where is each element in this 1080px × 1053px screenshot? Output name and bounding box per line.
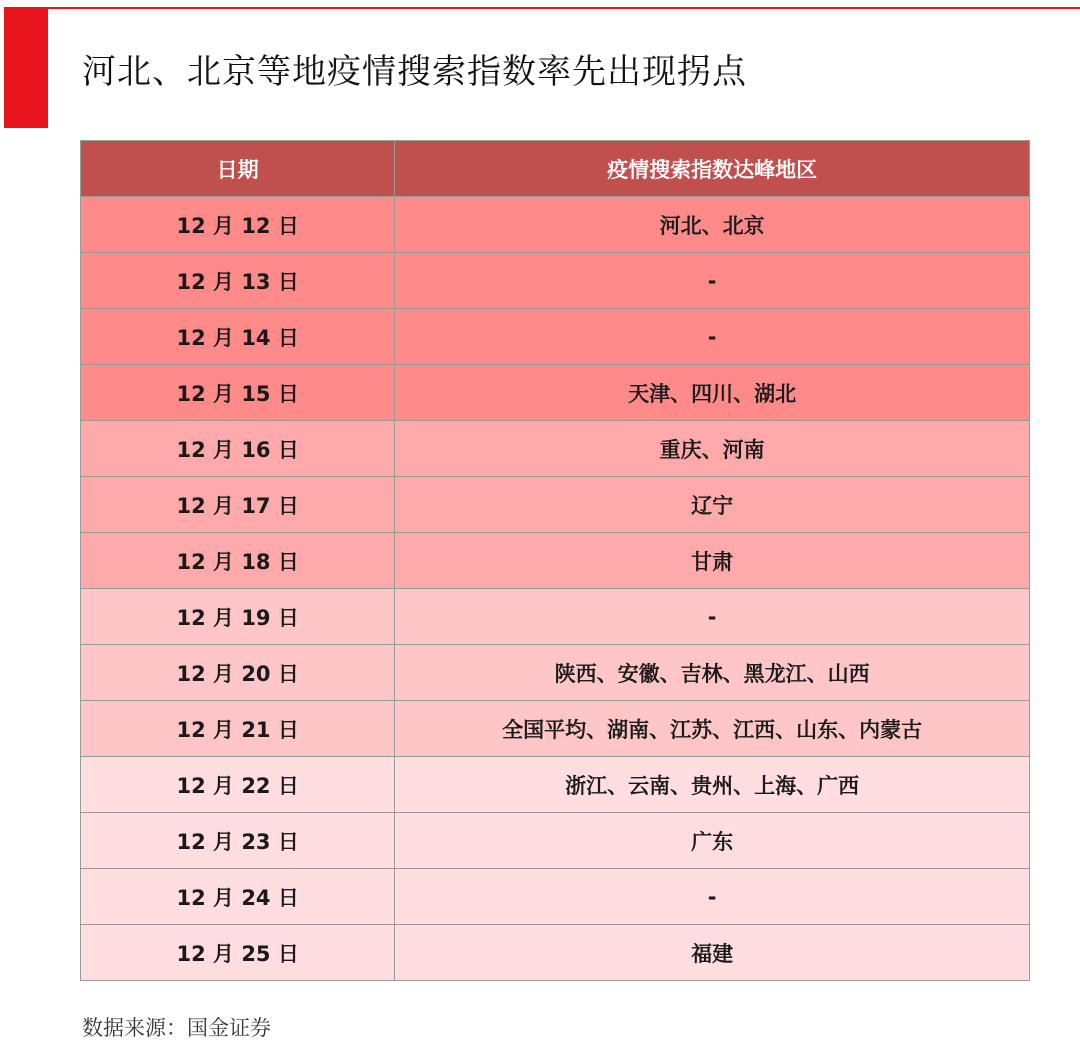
table-row [81, 701, 1030, 757]
table-body [81, 197, 1030, 981]
page-title: 河北、北京等地疫情搜索指数率先出现拐点 [82, 52, 747, 92]
cell-regions: 天津、四川、湖北 [395, 365, 1030, 421]
cell-regions: - [395, 589, 1030, 645]
header-regions: 疫情搜索指数达峰地区 [395, 141, 1030, 197]
cell-regions: 辽宁 [395, 477, 1030, 533]
cell-date: 12 月 16 日 [81, 421, 395, 477]
header-date: 日期 [81, 141, 395, 197]
table-row [81, 757, 1030, 813]
table-row [81, 589, 1030, 645]
cell-regions: - [395, 253, 1030, 309]
cell-date: 12 月 21 日 [81, 701, 395, 757]
source-note: 数据来源：国金证券 [82, 1016, 271, 1040]
cell-date: 12 月 17 日 [81, 477, 395, 533]
table-row [81, 477, 1030, 533]
cell-regions: 全国平均、湖南、江苏、江西、山东、内蒙古 [395, 701, 1030, 757]
cell-date: 12 月 24 日 [81, 869, 395, 925]
cell-date: 12 月 22 日 [81, 757, 395, 813]
table-row [81, 533, 1030, 589]
cell-date: 12 月 25 日 [81, 925, 395, 981]
table-row [81, 869, 1030, 925]
table-row [81, 813, 1030, 869]
cell-regions: - [395, 869, 1030, 925]
cell-regions: 广东 [395, 813, 1030, 869]
cell-regions: 福建 [395, 925, 1030, 981]
cell-date: 12 月 20 日 [81, 645, 395, 701]
table-row [81, 197, 1030, 253]
cell-date: 12 月 19 日 [81, 589, 395, 645]
cell-regions: 甘肃 [395, 533, 1030, 589]
cell-regions: 陕西、安徽、吉林、黑龙江、山西 [395, 645, 1030, 701]
cell-regions: 重庆、河南 [395, 421, 1030, 477]
cell-date: 12 月 15 日 [81, 365, 395, 421]
peak-regions-table [80, 140, 1030, 981]
cell-regions: - [395, 309, 1030, 365]
table-row [81, 645, 1030, 701]
table-row [81, 365, 1030, 421]
cell-regions: 河北、北京 [395, 197, 1030, 253]
cell-date: 12 月 23 日 [81, 813, 395, 869]
cell-date: 12 月 13 日 [81, 253, 395, 309]
table-row [81, 309, 1030, 365]
table-header-row [81, 141, 1030, 197]
top-rule [48, 7, 1080, 9]
cell-date: 12 月 12 日 [81, 197, 395, 253]
table-row [81, 253, 1030, 309]
table-row [81, 421, 1030, 477]
table-row [81, 925, 1030, 981]
cell-date: 12 月 14 日 [81, 309, 395, 365]
cell-regions: 浙江、云南、贵州、上海、广西 [395, 757, 1030, 813]
title-accent-block [4, 7, 48, 128]
cell-date: 12 月 18 日 [81, 533, 395, 589]
